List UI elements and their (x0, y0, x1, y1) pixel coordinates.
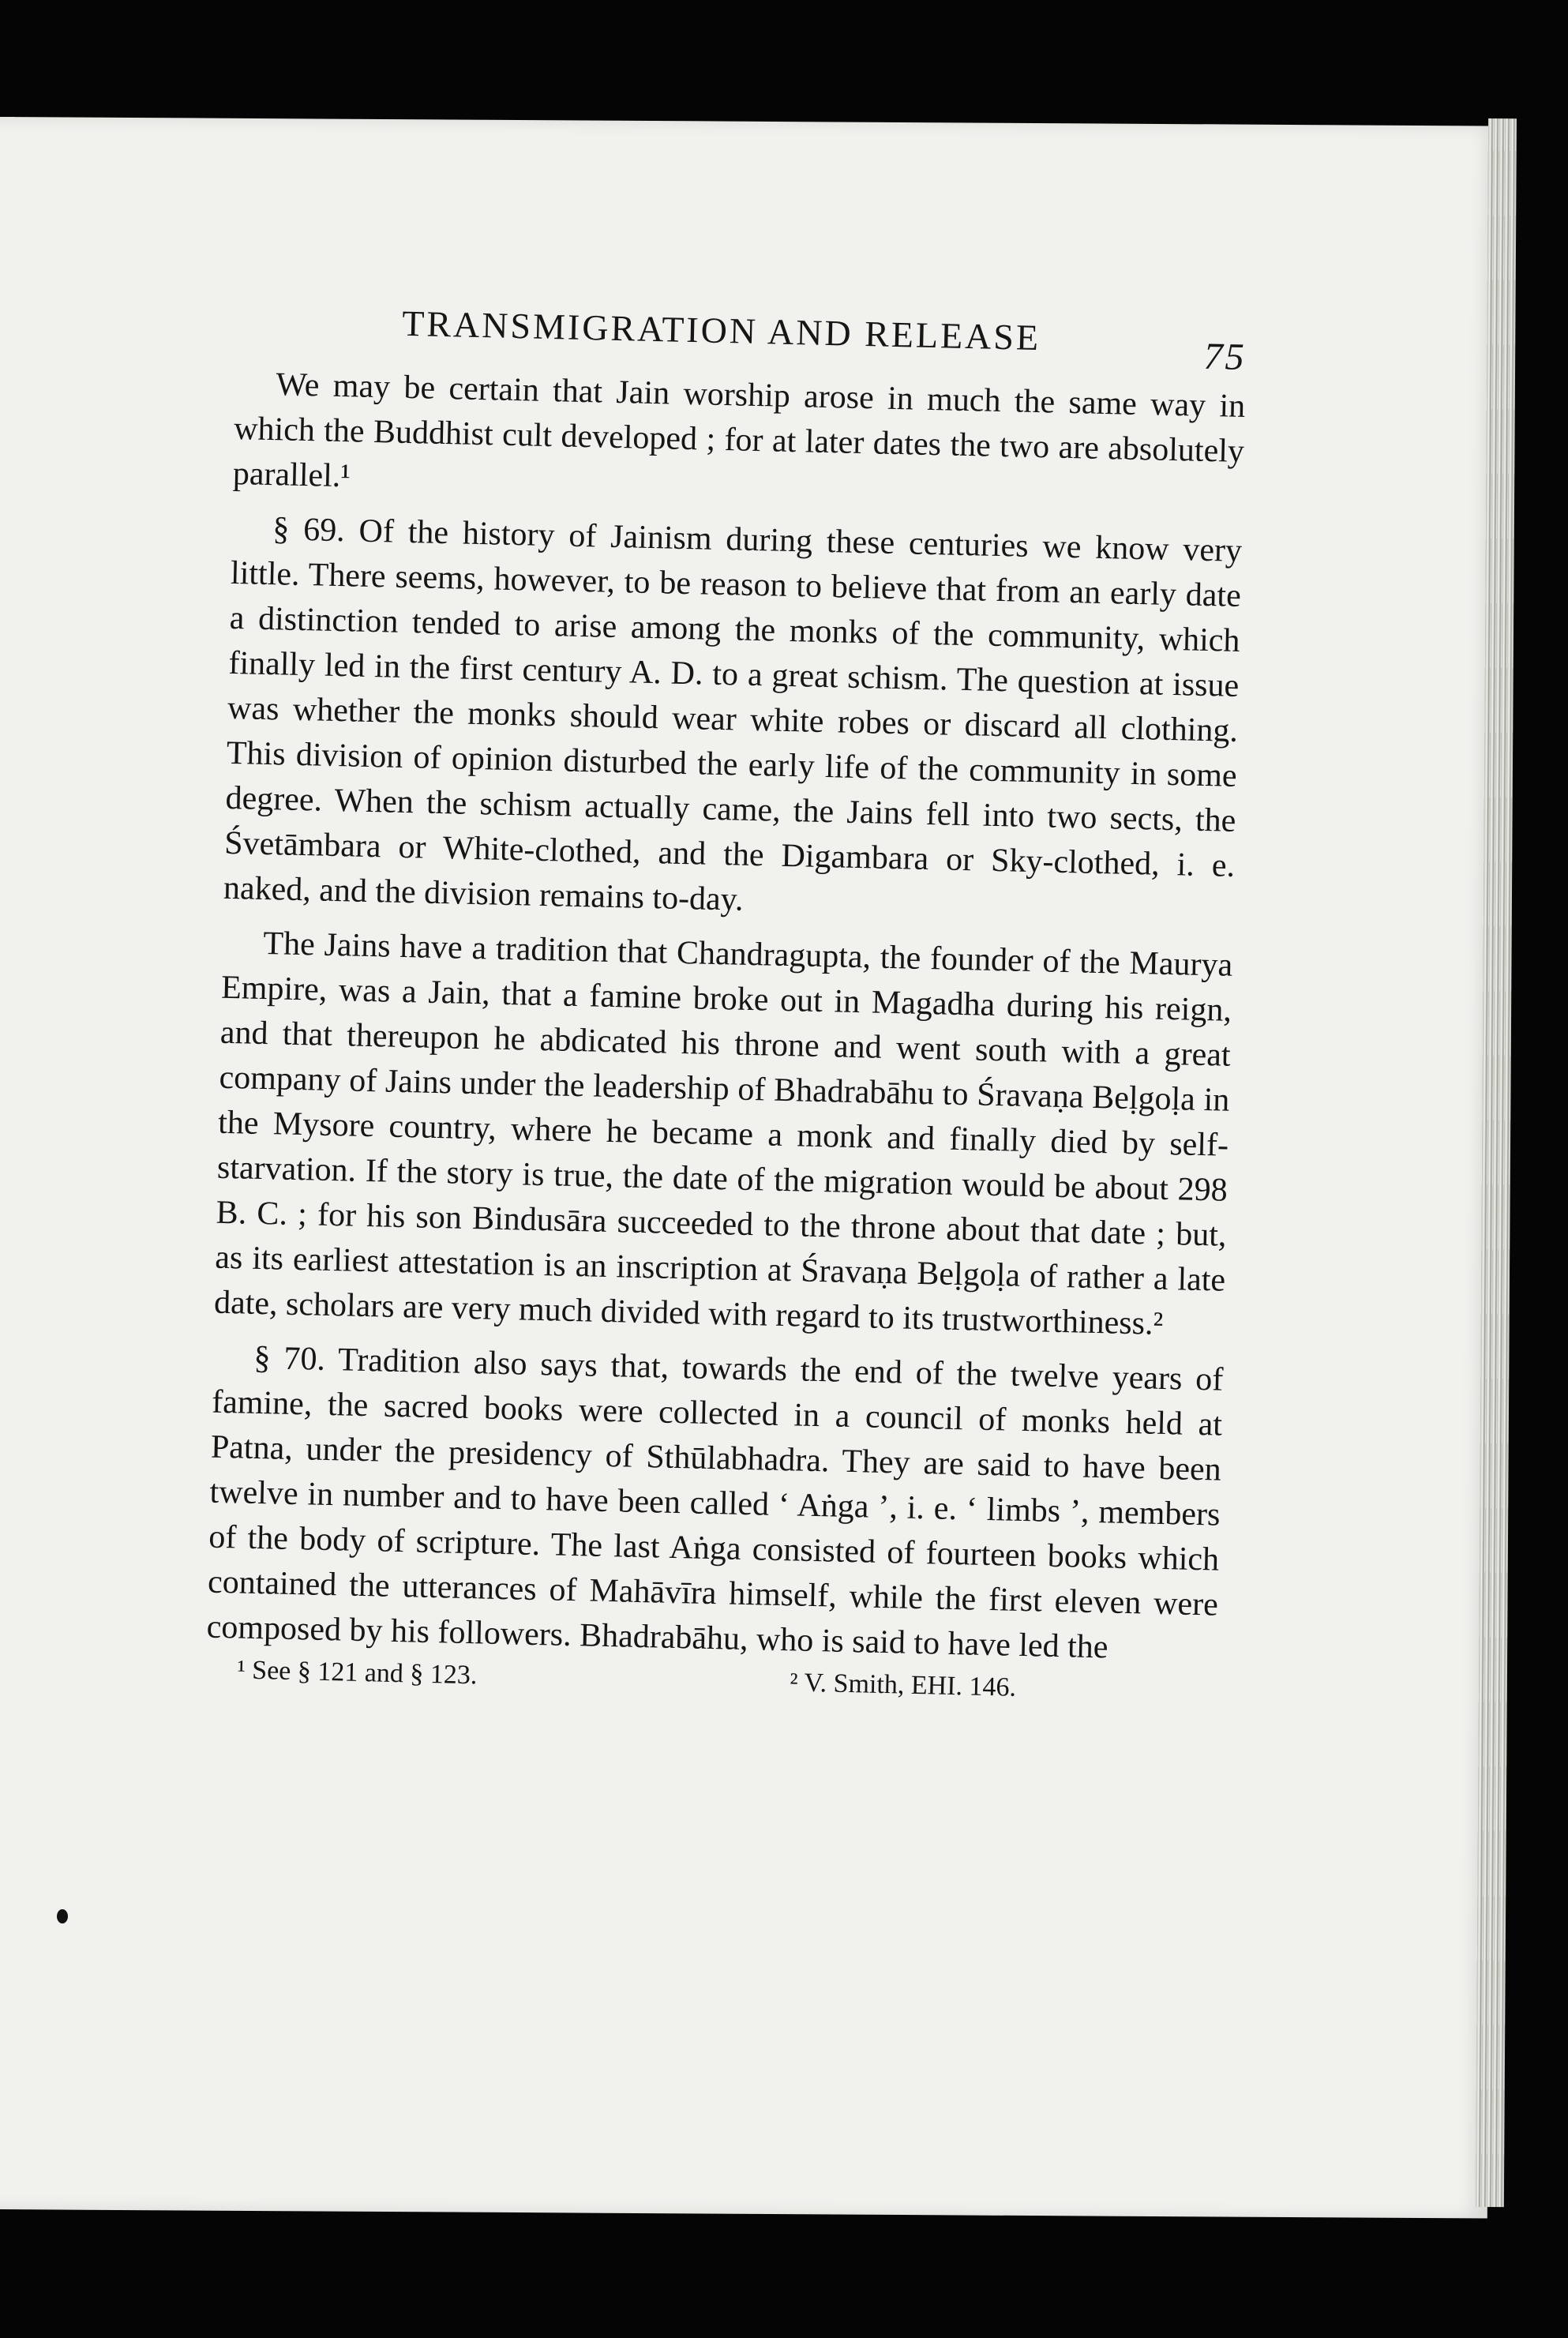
footnote-1: ¹ See § 121 and § 123. (237, 1655, 478, 1691)
paragraph-2: § 69. Of the history of Jainism during these centuries we know very little. There seems, however, to be reason to believe that from an early date a distinction tended to arise among the monks of the community, which finally led in the first century A. D. to a great schism. The question at issue was whether the monks should wear white robes or discard all clothing. This division of opinion disturbed the early life of the community in some degree. When the schism actually came, the Jains fell into two sects, the Śvetāmbara or White-clothed, and the Digambara or Sky-clothed, i. e. naked, and the division remains to-day. (223, 511, 1243, 918)
footnote-2: ² V. Smith, EHI. 146. (789, 1668, 1017, 1702)
page-number: 75 (1203, 335, 1247, 379)
paragraph-3: The Jains have a tradition that Chandragupta, the founder of the Maurya Empire, was a Jain, that a famine broke out in Magadha during his reign, and that thereupon he abdicated his throne and went south with a great company of Jains under the leadership of Bhadrabāhu to Śravaṇa Beḷgoḷa in the Mysore country, where he became a monk and finally died by self-starvation. If the story is true, the date of the migration would be about 298 B. C. ; for his son Bindusāra succeeded to the throne about that date ; but, as its earliest attestation is an inscription at Śravaṇa Beḷgoḷa of rather a late date, scholars are very much divided with regard to its trustworthiness.² (213, 925, 1233, 1342)
running-head-title: TRANSMIGRATION AND RELEASE (401, 302, 1041, 358)
paragraph-1: We may be certain that Jain worship arose in much the same way in which the Buddhist cult developed ; for at later dates the two are absolutely parallel.¹ (232, 366, 1246, 495)
page-text-block (205, 298, 1247, 1722)
paragraph-4: § 70. Tradition also says that, towards the end of the twelve years of famine, the sacred books were collected in a council of monks held at Patna, under the presidency of Sthūlabhadra. They are said to have been twelve in number and to have been called ‘ Aṅga ’, i. e. ‘ limbs ’, members of the body of scripture. The last Aṅga consisted of fourteen books which contained the utterances of Mahāvīra himself, while the first eleven were composed by his followers. Bhadrabāhu, who is said to have led the (206, 1339, 1224, 1666)
scan-speck (57, 1909, 68, 1923)
